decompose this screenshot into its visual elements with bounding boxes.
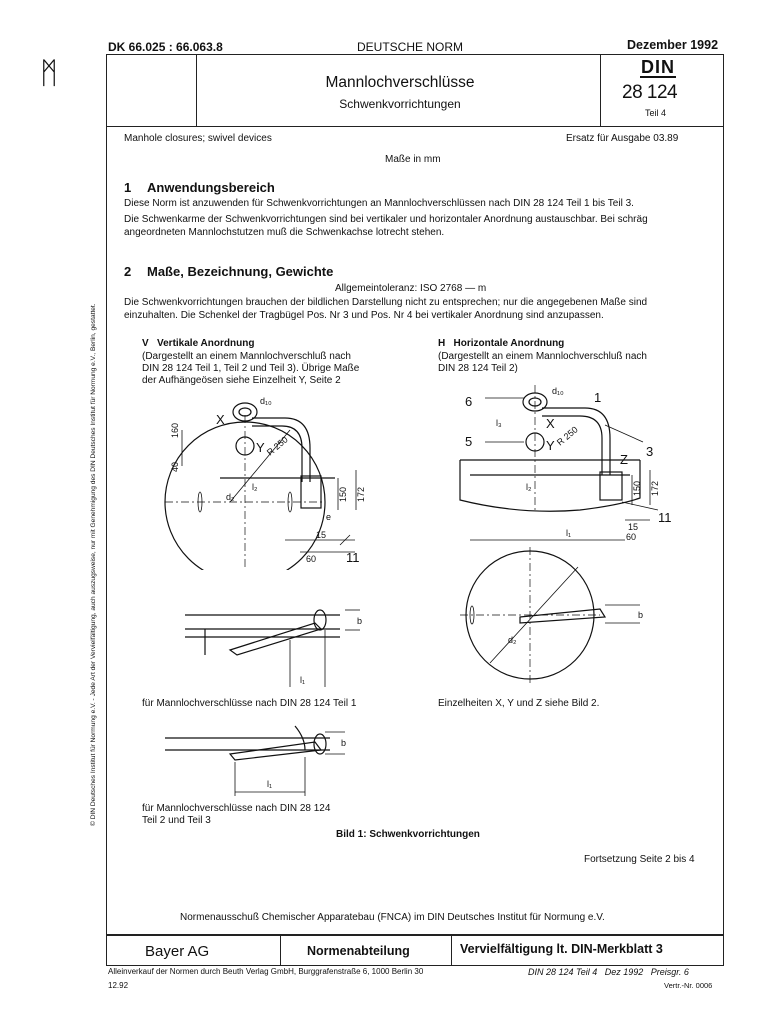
horizontal-desc-line1: (Dargestellt an einem Mannlochverschluß nach xyxy=(438,351,647,362)
reproduction-note: Vervielfältigung lt. DIN-Merkblatt 3 xyxy=(460,942,663,956)
section2-paragraph-line1: Die Schwenkvorrichtungen brauchen der bildlichen Darstellung nicht zu entsprechen; nur die angegebenen Maße sind xyxy=(124,297,648,308)
label-l3: l₃ xyxy=(496,418,502,428)
label-l1: l₁ xyxy=(300,675,306,685)
din-part: Teil 4 xyxy=(645,108,667,118)
nozzle-shell xyxy=(460,460,640,511)
label-l1: l₁ xyxy=(267,779,273,789)
continuation-note: Fortsetzung Seite 2 bis 4 xyxy=(584,854,695,865)
label-11: 11 xyxy=(658,510,672,525)
drawing-horizontal-arrangement xyxy=(440,380,680,545)
title-block-bottom xyxy=(106,126,723,127)
label-e: e xyxy=(326,512,332,522)
label-l2: l₂ xyxy=(526,482,532,492)
label-y: Y xyxy=(256,440,265,455)
norm-label: DEUTSCHE NORM xyxy=(357,40,464,54)
horizontal-desc-line2: DIN 28 124 Teil 2) xyxy=(438,363,518,374)
label-z: Z xyxy=(620,452,628,467)
label-160: 160 xyxy=(170,422,180,438)
english-title: Manhole closures; swivel devices xyxy=(124,133,272,144)
section2-number: 2 xyxy=(124,264,132,279)
swivel-arm xyxy=(230,742,321,760)
vertical-desc-line1: (Dargestellt an einem Mannlochverschluß nach xyxy=(142,351,351,362)
drawing-top-view xyxy=(460,545,660,685)
label-6: 6 xyxy=(465,394,473,409)
committee-note: Normenausschuß Chemischer Apparatebau (FNCA) im DIN Deutsches Institut für Normung e.V. xyxy=(180,912,605,923)
label-60: 60 xyxy=(306,554,317,564)
label-5: 5 xyxy=(465,434,473,449)
label-r250: R 250 xyxy=(554,424,580,448)
sales-note: Alleinverkauf der Normen durch Beuth Verlag GmbH, Burggrafenstraße 6, 1000 Berlin 30 xyxy=(108,967,424,976)
caption-teil23-line2: Teil 2 und Teil 3 xyxy=(142,815,211,826)
label-b: b xyxy=(341,738,347,748)
label-x: X xyxy=(216,412,225,427)
label-y: Y xyxy=(546,438,555,453)
label-d10: d₁₀ xyxy=(260,396,272,406)
label-150: 150 xyxy=(338,486,348,502)
din-logo: DIN xyxy=(641,57,675,77)
figure-caption: Bild 1: Schwenkvorrichtungen xyxy=(336,829,480,840)
issue-date: Dezember 1992 xyxy=(627,38,719,52)
dk-classification: DK 66.025 : 66.063.8 xyxy=(108,40,223,54)
caption-details: Einzelheiten X, Y und Z siehe Bild 2. xyxy=(438,698,600,709)
swivel-arm xyxy=(520,609,605,623)
section1-paragraph1: Diese Norm ist anzuwenden für Schwenkvorrichtungen an Mannlochverschlüssen nach DIN 28 124 Teil 1 bis Teil 3. xyxy=(124,198,634,209)
footer-divider-2 xyxy=(451,934,452,965)
print-code: 12.92 xyxy=(108,981,129,990)
label-l2: l₂ xyxy=(252,482,258,492)
title-block-left-divider xyxy=(196,54,197,126)
distribution-number: Vertr.-Nr. 0006 xyxy=(664,981,713,990)
document-reference: DIN 28 124 Teil 4 Dez 1992 Preisgr. 6 xyxy=(528,967,689,977)
drawing-side-view-teil23 xyxy=(155,712,365,802)
label-d2: d₂ xyxy=(508,635,517,645)
footer-divider-1 xyxy=(280,934,281,965)
replacement-note: Ersatz für Ausgabe 03.89 xyxy=(566,133,679,144)
section2-paragraph-line2: einzuhalten. Die Schenkel der Tragbügel Pos. Nr 3 und Pos. Nr 4 bei vertikaler Anordnung sind anzupassen. xyxy=(124,310,604,321)
label-1: 1 xyxy=(594,390,602,405)
label-x: X xyxy=(546,416,555,431)
label-172: 172 xyxy=(356,486,366,502)
document-title: Mannlochverschlüsse xyxy=(325,74,475,91)
label-b: b xyxy=(357,616,363,626)
label-11: 11 xyxy=(346,550,360,565)
tolerance-note: Allgemeintoleranz: ISO 2768 — m xyxy=(335,283,487,294)
section1-number: 1 xyxy=(124,180,132,195)
title-block-right-divider xyxy=(600,54,601,126)
label-l1: l₁ xyxy=(566,528,572,538)
label-150: 150 xyxy=(632,480,642,496)
section1-title: Anwendungsbereich xyxy=(147,180,275,195)
margin-mark: ᛗ xyxy=(40,56,58,91)
din-number: 28 124 xyxy=(622,82,678,103)
section1-paragraph2-line2: angeordneten Mannlochstutzen muß die Schwenkachse lotrecht stehen. xyxy=(124,227,445,238)
horizontal-arrangement-title: H Horizontale Anordnung xyxy=(438,338,565,349)
label-d10: d₁₀ xyxy=(552,386,564,396)
label-60: 60 xyxy=(626,532,637,542)
vertical-desc-line3: der Aufhängeösen siehe Einzelheit Y, Seite 2 xyxy=(142,375,341,386)
side-copyright-text: © DIN Deutsches Institut für Normung e.V. - Jede Art der Vervielfältigung, auch auszugsweise, nur mit Genehmigung des DIN Deutsches Institut für Normung e.V., Berlin, gestattet. xyxy=(90,303,97,826)
label-15: 15 xyxy=(316,530,327,540)
label-r250: R 250 xyxy=(264,434,290,458)
drawing-side-view-teil1 xyxy=(175,595,375,690)
label-40: 40 xyxy=(170,461,180,472)
document-subtitle: Schwenkvorrichtungen xyxy=(339,97,461,111)
section2-title: Maße, Bezeichnung, Gewichte xyxy=(147,264,334,279)
drawing-vertical-arrangement xyxy=(160,390,410,570)
label-d2: d₂ xyxy=(226,492,235,502)
label-15: 15 xyxy=(628,522,639,532)
label-172: 172 xyxy=(650,480,660,496)
swivel-arm xyxy=(230,623,321,655)
units-note: Maße in mm xyxy=(385,154,441,165)
caption-teil23-line1: für Mannlochverschlüsse nach DIN 28 124 xyxy=(142,803,331,814)
label-3: 3 xyxy=(646,444,654,459)
department-name: Normenabteilung xyxy=(307,944,410,958)
vertical-desc-line2: DIN 28 124 Teil 1, Teil 2 und Teil 3). Übrige Maße xyxy=(142,363,360,374)
caption-teil1: für Mannlochverschlüsse nach DIN 28 124 Teil 1 xyxy=(142,698,357,709)
company-name: Bayer AG xyxy=(145,943,210,960)
vertical-arrangement-title: V Vertikale Anordnung xyxy=(142,338,255,349)
section1-paragraph2-line1: Die Schwenkarme der Schwenkvorrichtungen sind bei vertikaler und horizontaler Anordnung austauschbar. Bei schräg xyxy=(124,214,648,225)
label-b: b xyxy=(638,610,644,620)
